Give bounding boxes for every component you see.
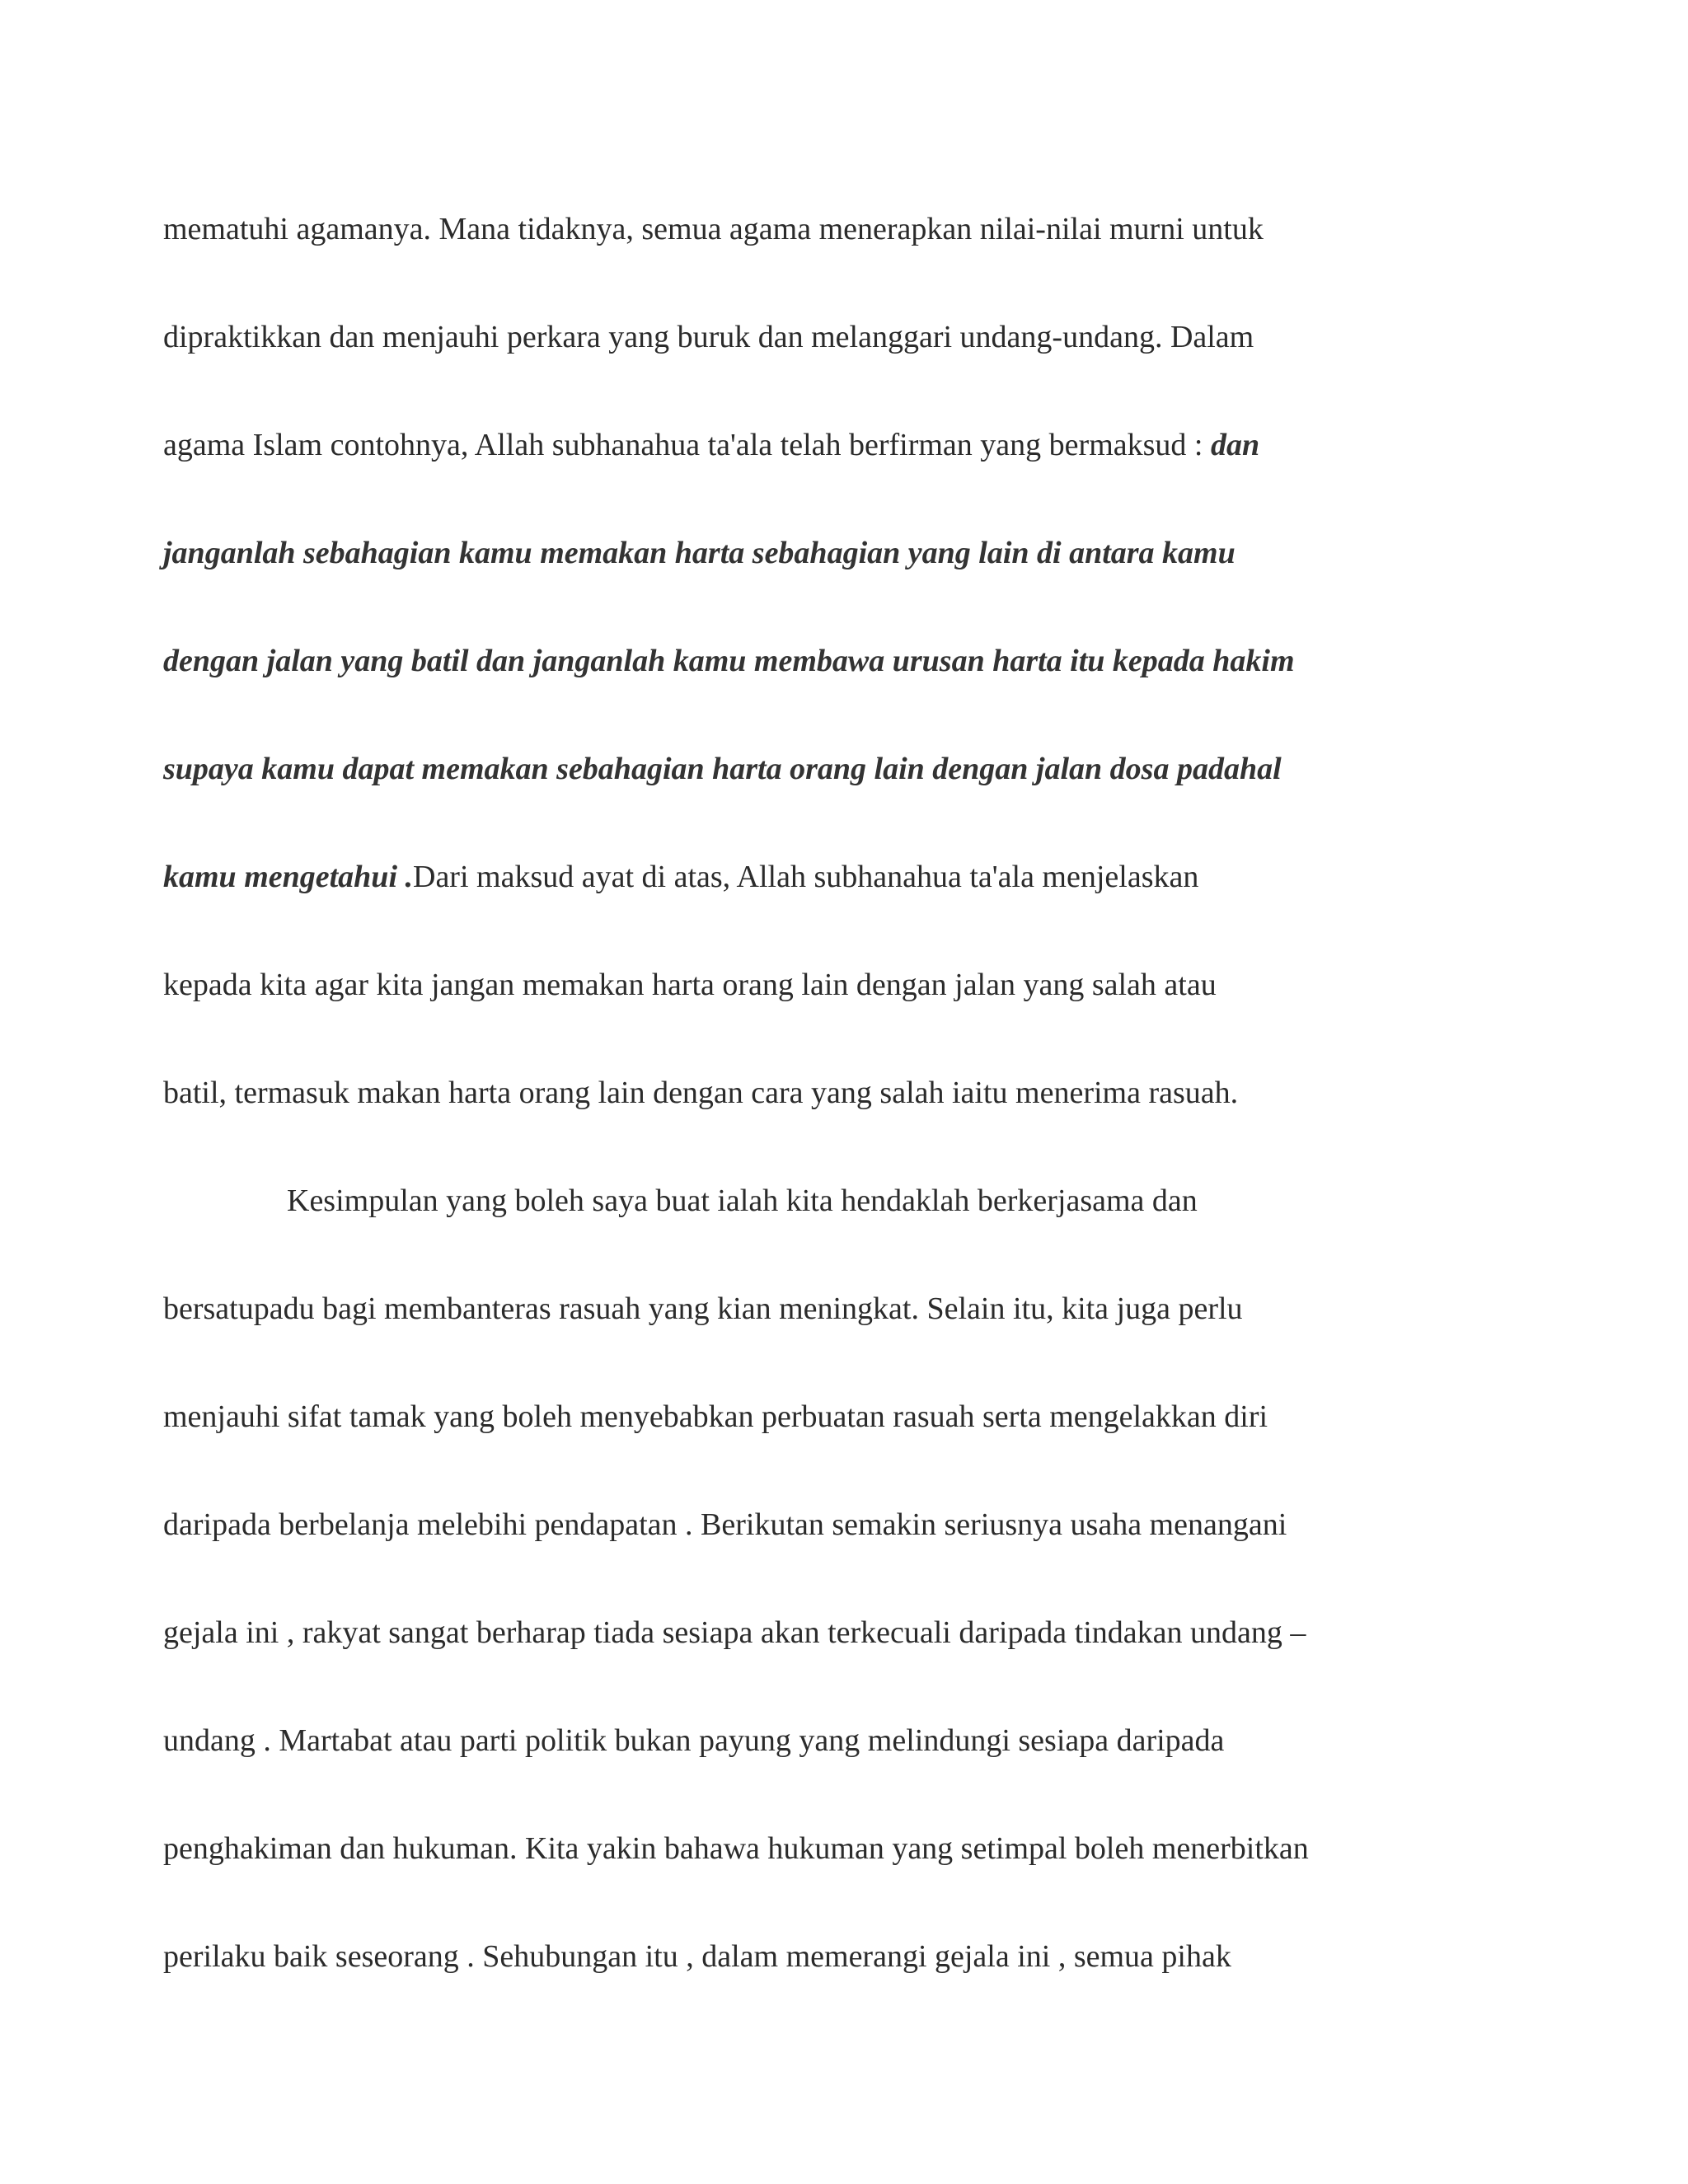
line-text: gejala ini , rakyat sangat berharap tiada sesiapa akan terkecuali daripada tindakan undang – [163,1615,1306,1650]
quoted-verse-text: dengan jalan yang batil dan janganlah kamu membawa urusan harta itu kepada hakim [163,644,1295,678]
text-line [163,856,1198,898]
text-line [163,1396,1268,1437]
text-line [163,964,1217,1005]
text-line [163,532,1236,574]
text-line [163,1072,1238,1113]
line-text: undang . Martabat atau parti politik bukan payung yang melindungi sesiapa daripada [163,1723,1225,1758]
text-line [163,209,1264,250]
line-text: penghakiman dan hukuman. Kita yakin bahawa hukuman yang setimpal boleh menerbitkan [163,1831,1309,1866]
text-line [163,1828,1309,1869]
line-text: bersatupadu bagi membanteras rasuah yang kian meningkat. Selain itu, kita juga perlu [163,1291,1243,1326]
line-text: Dari maksud ayat di atas, Allah subhanahua ta'ala menjelaskan [413,860,1199,894]
line-text: kepada kita agar kita jangan memakan harta orang lain dengan jalan yang salah atau [163,968,1217,1002]
text-line [163,1288,1243,1329]
line-text: agama Islam contohnya, Allah subhanahua ta'ala telah berfirman yang bermaksud : [163,428,1211,462]
text-line [163,640,1295,682]
quoted-verse-text: supaya kamu dapat memakan sebahagian harta orang lain dengan jalan dosa padahal [163,752,1282,786]
line-text: daripada berbelanja melebihi pendapatan . Berikutan semakin seriusnya usaha menangani [163,1507,1287,1542]
quoted-verse-text: kamu mengetahui . [163,860,413,894]
line-text: perilaku baik seseorang . Sehubungan itu , dalam memerangi gejala ini , semua pihak [163,1939,1231,1974]
text-line [163,424,1259,466]
line-text: mematuhi agamanya. Mana tidaknya, semua agama menerapkan nilai-nilai murni untuk [163,212,1264,246]
quoted-verse-text: janganlah sebahagian kamu memakan harta sebahagian yang lain di antara kamu [163,536,1236,570]
text-line [163,1936,1231,1977]
paragraph-first-line [287,1180,1198,1221]
quoted-verse-text: dan [1210,428,1260,462]
text-line [163,316,1254,358]
text-line [163,1612,1306,1653]
line-text: menjauhi sifat tamak yang boleh menyebabkan perbuatan rasuah serta mengelakkan diri [163,1399,1268,1434]
text-line [163,748,1282,790]
line-text: Kesimpulan yang boleh saya buat ialah kita hendaklah berkerjasama dan [287,1183,1198,1218]
line-text: dipraktikkan dan menjauhi perkara yang buruk dan melanggari undang-undang. Dalam [163,320,1254,354]
text-line [163,1504,1287,1545]
text-line [163,1720,1224,1761]
line-text: batil, termasuk makan harta orang lain dengan cara yang salah iaitu menerima rasuah. [163,1076,1239,1110]
